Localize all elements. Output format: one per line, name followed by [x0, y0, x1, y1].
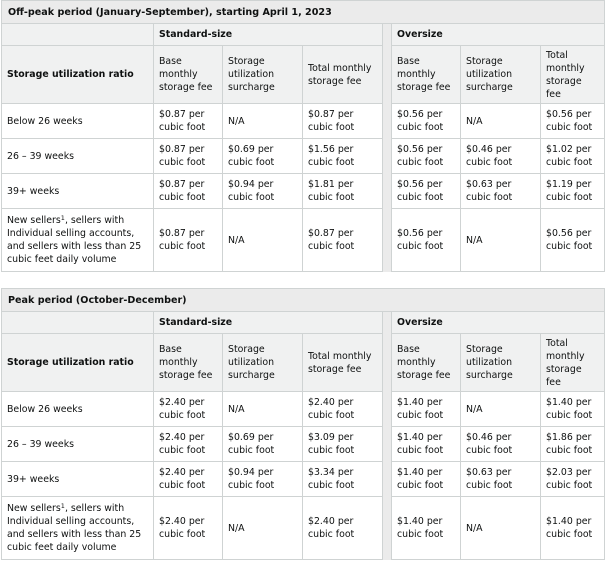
row-label: 26 – 39 weeks [2, 139, 154, 174]
col-base-fee: Base monthly storage fee [392, 334, 461, 392]
fee-cell: N/A [223, 104, 303, 139]
fee-cell: $2.03 per cubic foot [541, 462, 605, 497]
col-surcharge: Storage utilization surcharge [223, 334, 303, 392]
fee-cell: N/A [223, 392, 303, 427]
col-total-fee: Total monthly storage fee [303, 46, 383, 104]
fee-cell: $0.63 per cubic foot [461, 174, 541, 209]
standard-size-header: Standard-size [154, 24, 383, 46]
col-total-fee: Total monthly storage fee [541, 46, 605, 104]
fee-cell: $1.40 per cubic foot [541, 392, 605, 427]
fee-cell: $1.40 per cubic foot [392, 392, 461, 427]
fee-cell: $0.56 per cubic foot [392, 104, 461, 139]
table-row [2, 104, 605, 139]
row-header: Storage utilization ratio [2, 334, 154, 392]
col-base-fee: Base monthly storage fee [154, 334, 223, 392]
fee-cell: $1.02 per cubic foot [541, 139, 605, 174]
fee-cell: $2.40 per cubic foot [303, 392, 383, 427]
table-title-row [2, 1, 605, 24]
fee-cell: N/A [461, 497, 541, 560]
group-header-row [2, 24, 605, 46]
fee-cell: $0.94 per cubic foot [223, 462, 303, 497]
col-surcharge: Storage utilization surcharge [461, 46, 541, 104]
fee-cell: $0.87 per cubic foot [303, 209, 383, 272]
fee-cell: $1.81 per cubic foot [303, 174, 383, 209]
row-label: 26 – 39 weeks [2, 427, 154, 462]
fee-cell: $2.40 per cubic foot [154, 462, 223, 497]
col-base-fee: Base monthly storage fee [154, 46, 223, 104]
peak-table [1, 288, 605, 560]
fee-cell: N/A [461, 209, 541, 272]
fee-cell: $2.40 per cubic foot [154, 427, 223, 462]
fee-cell: $1.40 per cubic foot [541, 497, 605, 560]
fee-cell: $0.87 per cubic foot [154, 174, 223, 209]
group-header-row [2, 312, 605, 334]
table-row [2, 174, 605, 209]
footnote-marker: 1 [60, 502, 65, 510]
fee-cell: $1.40 per cubic foot [392, 427, 461, 462]
fee-cell: $2.40 per cubic foot [154, 497, 223, 560]
off-peak-table [1, 0, 605, 272]
col-surcharge: Storage utilization surcharge [461, 334, 541, 392]
fee-cell: $0.56 per cubic foot [392, 174, 461, 209]
fee-cell: $0.87 per cubic foot [154, 104, 223, 139]
standard-size-header: Standard-size [154, 312, 383, 334]
fee-cell: $1.40 per cubic foot [392, 497, 461, 560]
row-label: New sellers$^1$, sellers with Individual selling accounts, and sellers with less than 25 cubic feet daily volume [2, 497, 154, 560]
table-row [2, 497, 605, 560]
fee-cell: $2.40 per cubic foot [154, 392, 223, 427]
footnote-marker: 1 [60, 214, 65, 222]
fee-cell: N/A [223, 497, 303, 560]
fee-cell: $0.46 per cubic foot [461, 427, 541, 462]
table-row [2, 462, 605, 497]
fee-cell: $3.34 per cubic foot [303, 462, 383, 497]
row-label: Below 26 weeks [2, 104, 154, 139]
fee-cell: $0.87 per cubic foot [154, 209, 223, 272]
fee-cell: $1.40 per cubic foot [392, 462, 461, 497]
table-title-row [2, 289, 605, 312]
fee-cell: $0.69 per cubic foot [223, 139, 303, 174]
row-label: 39+ weeks [2, 174, 154, 209]
fee-cell: N/A [223, 209, 303, 272]
fee-cell: $0.56 per cubic foot [541, 104, 605, 139]
table-row [2, 209, 605, 272]
oversize-header: Oversize [392, 24, 605, 46]
col-surcharge: Storage utilization surcharge [223, 46, 303, 104]
row-label: New sellers$^1$, sellers with Individual selling accounts, and sellers with less than 25 cubic feet daily volume [2, 209, 154, 272]
table-title: Peak period (October-December) [2, 289, 605, 312]
fee-cell: $1.19 per cubic foot [541, 174, 605, 209]
column-header-row [2, 334, 605, 392]
column-header-row [2, 46, 605, 104]
fee-cell: $0.56 per cubic foot [541, 209, 605, 272]
fee-cell: $0.94 per cubic foot [223, 174, 303, 209]
fee-cell: $2.40 per cubic foot [303, 497, 383, 560]
fee-cell: $0.87 per cubic foot [303, 104, 383, 139]
column-separator [383, 312, 392, 560]
row-label: Below 26 weeks [2, 392, 154, 427]
row-label: 39+ weeks [2, 462, 154, 497]
col-total-fee: Total monthly storage fee [303, 334, 383, 392]
row-header: Storage utilization ratio [2, 46, 154, 104]
table-row [2, 392, 605, 427]
fee-tables [1, 0, 604, 560]
fee-cell: N/A [461, 104, 541, 139]
table-row [2, 427, 605, 462]
fee-cell: $3.09 per cubic foot [303, 427, 383, 462]
fee-cell: $0.87 per cubic foot [154, 139, 223, 174]
fee-cell: $1.56 per cubic foot [303, 139, 383, 174]
table-row [2, 139, 605, 174]
fee-cell: N/A [461, 392, 541, 427]
fee-cell: $0.63 per cubic foot [461, 462, 541, 497]
fee-cell: $0.56 per cubic foot [392, 209, 461, 272]
column-separator [383, 24, 392, 272]
fee-cell: $0.69 per cubic foot [223, 427, 303, 462]
oversize-header: Oversize [392, 312, 605, 334]
fee-cell: $0.46 per cubic foot [461, 139, 541, 174]
table-title: Off-peak period (January-September), starting April 1, 2023 [2, 1, 605, 24]
col-base-fee: Base monthly storage fee [392, 46, 461, 104]
col-total-fee: Total monthly storage fee [541, 334, 605, 392]
fee-cell: $1.86 per cubic foot [541, 427, 605, 462]
fee-cell: $0.56 per cubic foot [392, 139, 461, 174]
